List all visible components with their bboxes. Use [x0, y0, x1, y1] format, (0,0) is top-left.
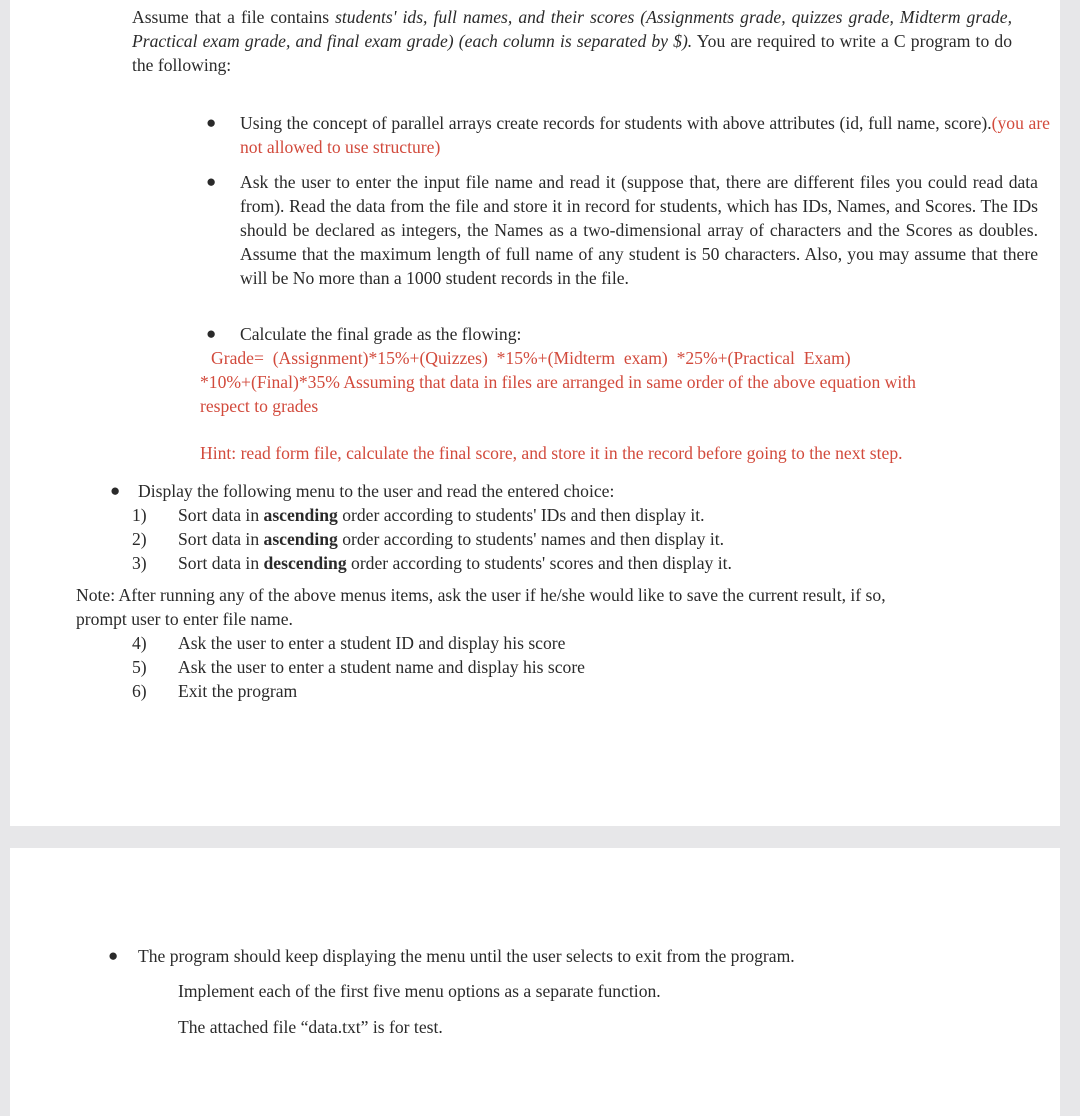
bullet-3-heading: Calculate the final grade as the flowing:: [240, 324, 522, 344]
page2-bullet-icon: ●: [108, 946, 119, 965]
menu-item-1-pre: Sort data in: [178, 505, 264, 525]
note-line-2: prompt user to enter file name.: [76, 609, 293, 629]
bullet-2-paragraph: Ask the user to enter the input file name and read it (suppose that, there are different files you could read data from). Read the data from the file and store it in record for students, which has IDs, Names, and Scores. The IDs should be declared as integers, the Names as a two-dimensional array of characters and the Scores as doubles. Assume that the maximum length of full name of any student is 50 characters. Also, you may assume that there will be No more than a 1000 student records in the file.: [240, 172, 1038, 288]
menu-item-6: Exit the program: [178, 681, 298, 701]
menu-item-6-number: 6): [132, 681, 147, 701]
menu-item-3-post: order according to students' scores and then display it.: [346, 553, 732, 573]
menu-item-3-pre: Sort data in: [178, 553, 264, 573]
menu-item-3-bold: descending: [263, 553, 347, 573]
hint-text: Hint: read form file, calculate the final score, and store it in the record before going to the next step.: [200, 443, 903, 463]
menu-item-3: [178, 551, 732, 575]
menu-item-5: Ask the user to enter a student name and display his score: [178, 657, 585, 677]
menu-item-4: Ask the user to enter a student ID and display his score: [178, 633, 566, 653]
menu-item-1: [178, 503, 705, 527]
bullet-3-icon: ●: [206, 324, 217, 343]
menu-item-5-number: 5): [132, 657, 147, 677]
bullet-1-text: Using the concept of parallel arrays create records for students with above attributes (id, full name, score).: [240, 113, 992, 133]
page2-bullet-text: The program should keep displaying the menu until the user selects to exit from the program.: [138, 946, 795, 966]
intro-text-italic: students' ids, full names, and their scores (Assignments grade, quizzes grade, Midterm grade, Practical exam grade, and final exam grade) (each column is separated by $).: [132, 7, 1012, 51]
bullet-1-paragraph: [240, 111, 1050, 159]
menu-item-3-number: 3): [132, 553, 147, 573]
page2-line-2: Implement each of the first five menu options as a separate function.: [178, 981, 661, 1001]
intro-paragraph: [132, 5, 1012, 77]
bullet-1-icon: ●: [206, 113, 217, 132]
grade-formula-line-2: *10%+(Final)*35% Assuming that data in files are arranged in same order of the above equation with: [200, 372, 916, 392]
menu-item-2-pre: Sort data in: [178, 529, 264, 549]
intro-text-end: You are required to write a C program to do the following:: [132, 31, 1012, 75]
grade-formula-line-1: Grade= (Assignment)*15%+(Quizzes) *15%+(Midterm exam) *25%+(Practical Exam): [211, 348, 851, 368]
note-line-1: Note: After running any of the above menus items, ask the user if he/she would like to save the current result, if so,: [76, 585, 886, 605]
menu-item-2-post: order according to students' names and then display it.: [337, 529, 725, 549]
bullet-2-icon: ●: [206, 172, 217, 191]
document-page-1: [10, 0, 1060, 826]
menu-bullet-icon: ●: [110, 481, 121, 500]
menu-item-2-bold: ascending: [263, 529, 338, 549]
document-page-2: [10, 848, 1060, 1116]
intro-text-start: Assume that a file contains: [132, 7, 336, 27]
menu-item-2-number: 2): [132, 529, 147, 549]
menu-item-1-post: order according to students' IDs and then display it.: [337, 505, 705, 525]
grade-formula-line-3: respect to grades: [200, 396, 319, 416]
menu-intro: Display the following menu to the user and read the entered choice:: [138, 481, 615, 501]
menu-item-1-bold: ascending: [263, 505, 338, 525]
menu-item-4-number: 4): [132, 633, 147, 653]
page2-line-3: The attached file “data.txt” is for test.: [178, 1017, 443, 1037]
bullet-1-red-note: (you are not allowed to use structure): [240, 113, 1050, 157]
menu-item-1-number: 1): [132, 505, 147, 525]
menu-item-2: [178, 527, 724, 551]
